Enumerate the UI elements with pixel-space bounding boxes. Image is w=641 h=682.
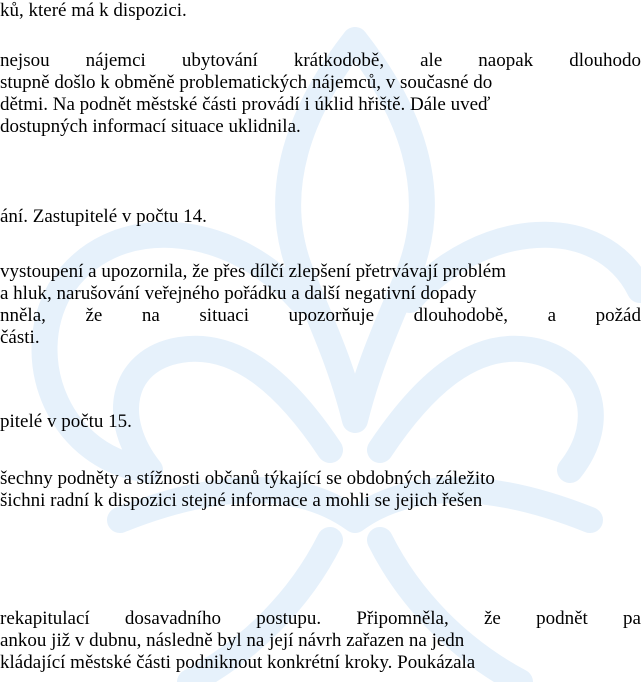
paragraph-5-line-1: pitelé v počtu 15.: [0, 411, 132, 432]
paragraph-4-line-1: vystoupení a upozornila, že přes dílčí zlepšení přetrvávají problém: [0, 261, 506, 282]
paragraph-3-line-1: ání. Zastupitelé v počtu 14.: [0, 206, 207, 227]
paragraph-7-line-1: rekapitulací dosavadního postupu. Připomněla, že podnět pa: [0, 608, 641, 629]
paragraph-4-line-3: nněla, že na situaci upozorňuje dlouhodobě, a požád: [0, 305, 641, 326]
paragraph-4-line-2: a hluk, narušování veřejného pořádku a další negativní dopady: [0, 283, 477, 304]
paragraph-7-line-3: kládající městské části podniknout konkrétní kroky. Poukázala: [0, 652, 476, 673]
paragraph-6-line-1: šechny podněty a stížnosti občanů týkající se obdobných záležito: [0, 468, 495, 489]
paragraph-4-line-4: části.: [0, 327, 40, 348]
paragraph-2-line-1: nejsou nájemci ubytování krátkodobě, ale naopak dlouhodo: [0, 50, 641, 71]
paragraph-2-line-4: dostupných informací situace uklidnila.: [0, 116, 301, 137]
paragraph-6-line-2: šichni radní k dispozici stejné informace a mohli se jejich řešen: [0, 490, 483, 511]
paragraph-2-line-3: dětmi. Na podnět městské části provádí i úklid hřiště. Dále uveď: [0, 94, 491, 115]
paragraph-2-line-2: stupně došlo k obměně problematických nájemců, v současné do: [0, 72, 493, 93]
paragraph-1-line-1: ků, které má k dispozici.: [0, 0, 187, 21]
paragraph-7-line-2: ankou již v dubnu, následně byl na její návrh zařazen na jedn: [0, 630, 465, 651]
